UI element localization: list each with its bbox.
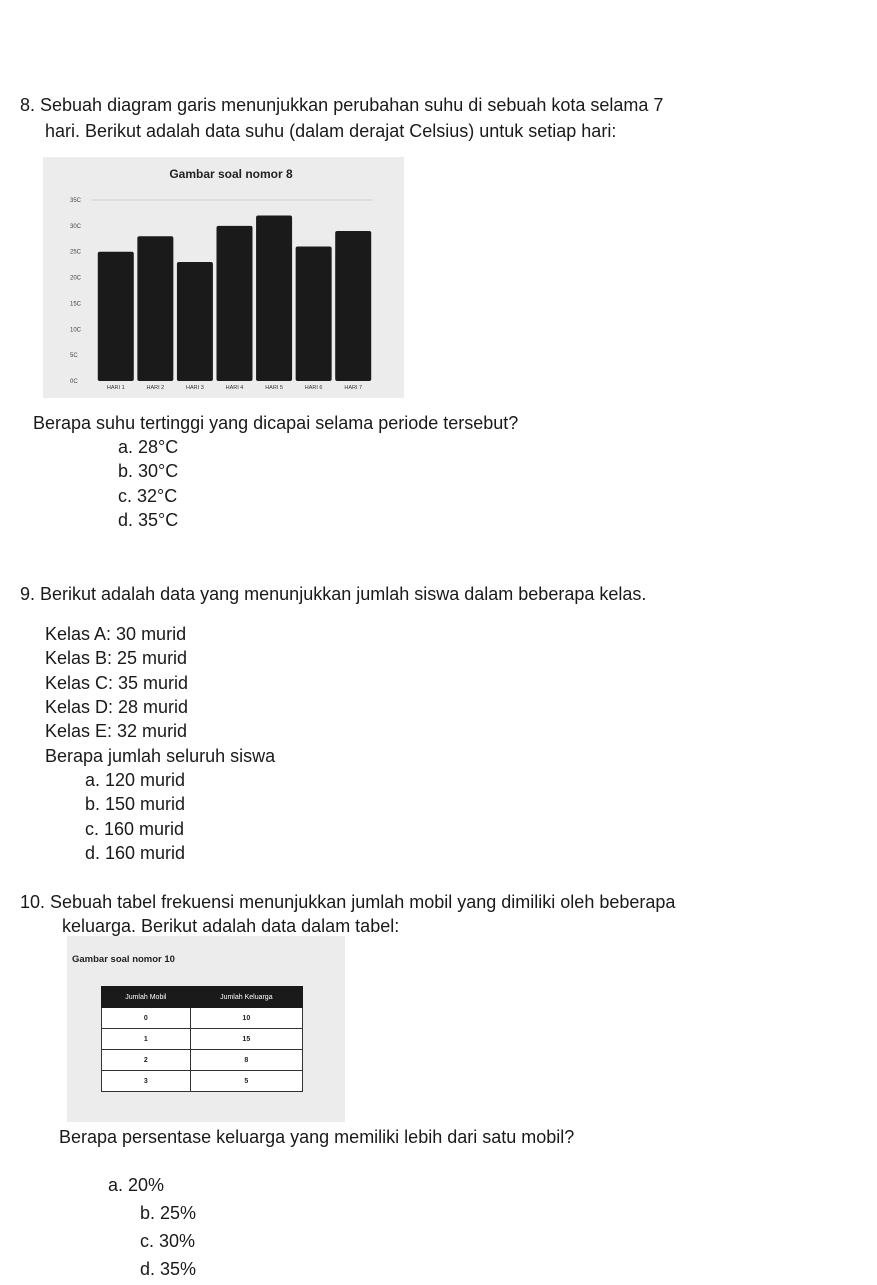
table-cell: 2 [102, 1050, 191, 1071]
q9-question: Berapa jumlah seluruh siswa [45, 746, 276, 766]
table-cell: 10 [190, 1008, 302, 1029]
table-row [102, 1050, 303, 1071]
q8-option-d: d. 35°C [118, 510, 179, 530]
chart-bar [296, 247, 332, 381]
y-tick-label: 30C [70, 223, 82, 230]
q8-question: Berapa suhu tertinggi yang dicapai selama periode tersebut? [33, 413, 519, 433]
y-tick-label: 10C [70, 327, 82, 334]
table-row [102, 1071, 303, 1092]
table-cell: 15 [190, 1029, 302, 1050]
table-row [102, 1029, 303, 1050]
q9-class-d: Kelas D: 28 murid [45, 697, 189, 717]
table-cell: 5 [190, 1071, 302, 1092]
q9-option-c: c. 160 murid [85, 819, 185, 839]
y-tick-label: 25C [70, 249, 82, 256]
q10-option-c: c. 30% [140, 1231, 196, 1251]
table-cell: 3 [102, 1071, 191, 1092]
x-tick-label: HARI 4 [225, 385, 244, 391]
q8-text-line1: 8. Sebuah diagram garis menunjukkan perubahan suhu di sebuah kota selama 7 [20, 95, 664, 115]
q8-option-b: b. 30°C [118, 461, 179, 481]
q8-option-c: c. 32°C [118, 486, 178, 506]
y-tick-label: 35C [70, 198, 82, 204]
x-tick-label: HARI 1 [106, 385, 125, 391]
q10-text-line1: 10. Sebuah tabel frekuensi menunjukkan jumlah mobil yang dimiliki oleh beberapa [20, 892, 676, 912]
q9-class-a: Kelas A: 30 murid [45, 624, 187, 644]
q9-class-b: Kelas B: 25 murid [45, 648, 188, 668]
y-tick-label: 0C [70, 379, 78, 385]
q10-text-line2: keluarga. Berikut adalah data dalam tabel: [62, 916, 400, 936]
table-header-row [102, 987, 303, 1008]
q8-text-line2: hari. Berikut adalah data suhu (dalam derajat Celsius) untuk setiap hari: [45, 121, 617, 141]
x-tick-label: HARI 3 [186, 385, 204, 391]
q10-option-a: a. 20% [108, 1175, 165, 1195]
table-cell: 1 [102, 1029, 191, 1050]
chart-bar [217, 226, 253, 381]
chart-bar [137, 236, 173, 381]
q10-question: Berapa persentase keluarga yang memiliki lebih dari satu mobil? [59, 1127, 575, 1147]
table-cell: 0 [102, 1008, 191, 1029]
q9-class-e: Kelas E: 32 murid [45, 721, 188, 741]
table-row [102, 1008, 303, 1029]
q10-image-title: Gambar soal nomor 10 [72, 954, 175, 965]
q9-option-b: b. 150 murid [85, 794, 186, 814]
chart-bar [335, 231, 371, 381]
x-tick-label: HARI 5 [265, 385, 283, 391]
chart-bar [256, 216, 292, 381]
x-tick-label: HARI 6 [304, 385, 323, 391]
y-tick-label: 15C [70, 301, 82, 308]
q9-text-line1: 9. Berikut adalah data yang menunjukkan jumlah siswa dalam beberapa kelas. [20, 584, 647, 604]
q9-class-c: Kelas C: 35 murid [45, 673, 189, 693]
q10-option-d: d. 35% [140, 1259, 197, 1279]
table-cell: 8 [190, 1050, 302, 1071]
q8-bar-chart [43, 157, 404, 398]
y-tick-label: 20C [70, 275, 82, 282]
q10-frequency-table [101, 986, 303, 1092]
x-tick-label: HARI 7 [344, 385, 363, 391]
table-header-cars: Jumlah Mobil [102, 987, 191, 1008]
q9-option-d: d. 160 murid [85, 843, 186, 863]
y-tick-label: 5C [70, 353, 78, 360]
q8-chart-svg [43, 157, 404, 398]
q8-option-a: a. 28°C [118, 437, 179, 457]
q10-option-b: b. 25% [140, 1203, 197, 1223]
q10-table-image [67, 936, 345, 1122]
chart-title: Gambar soal nomor 8 [169, 167, 293, 181]
table-header-families: Jumlah Keluarga [190, 987, 302, 1008]
chart-bar [98, 252, 134, 381]
x-tick-label: HARI 2 [146, 385, 165, 391]
chart-bar [177, 262, 213, 381]
q9-option-a: a. 120 murid [85, 770, 186, 790]
